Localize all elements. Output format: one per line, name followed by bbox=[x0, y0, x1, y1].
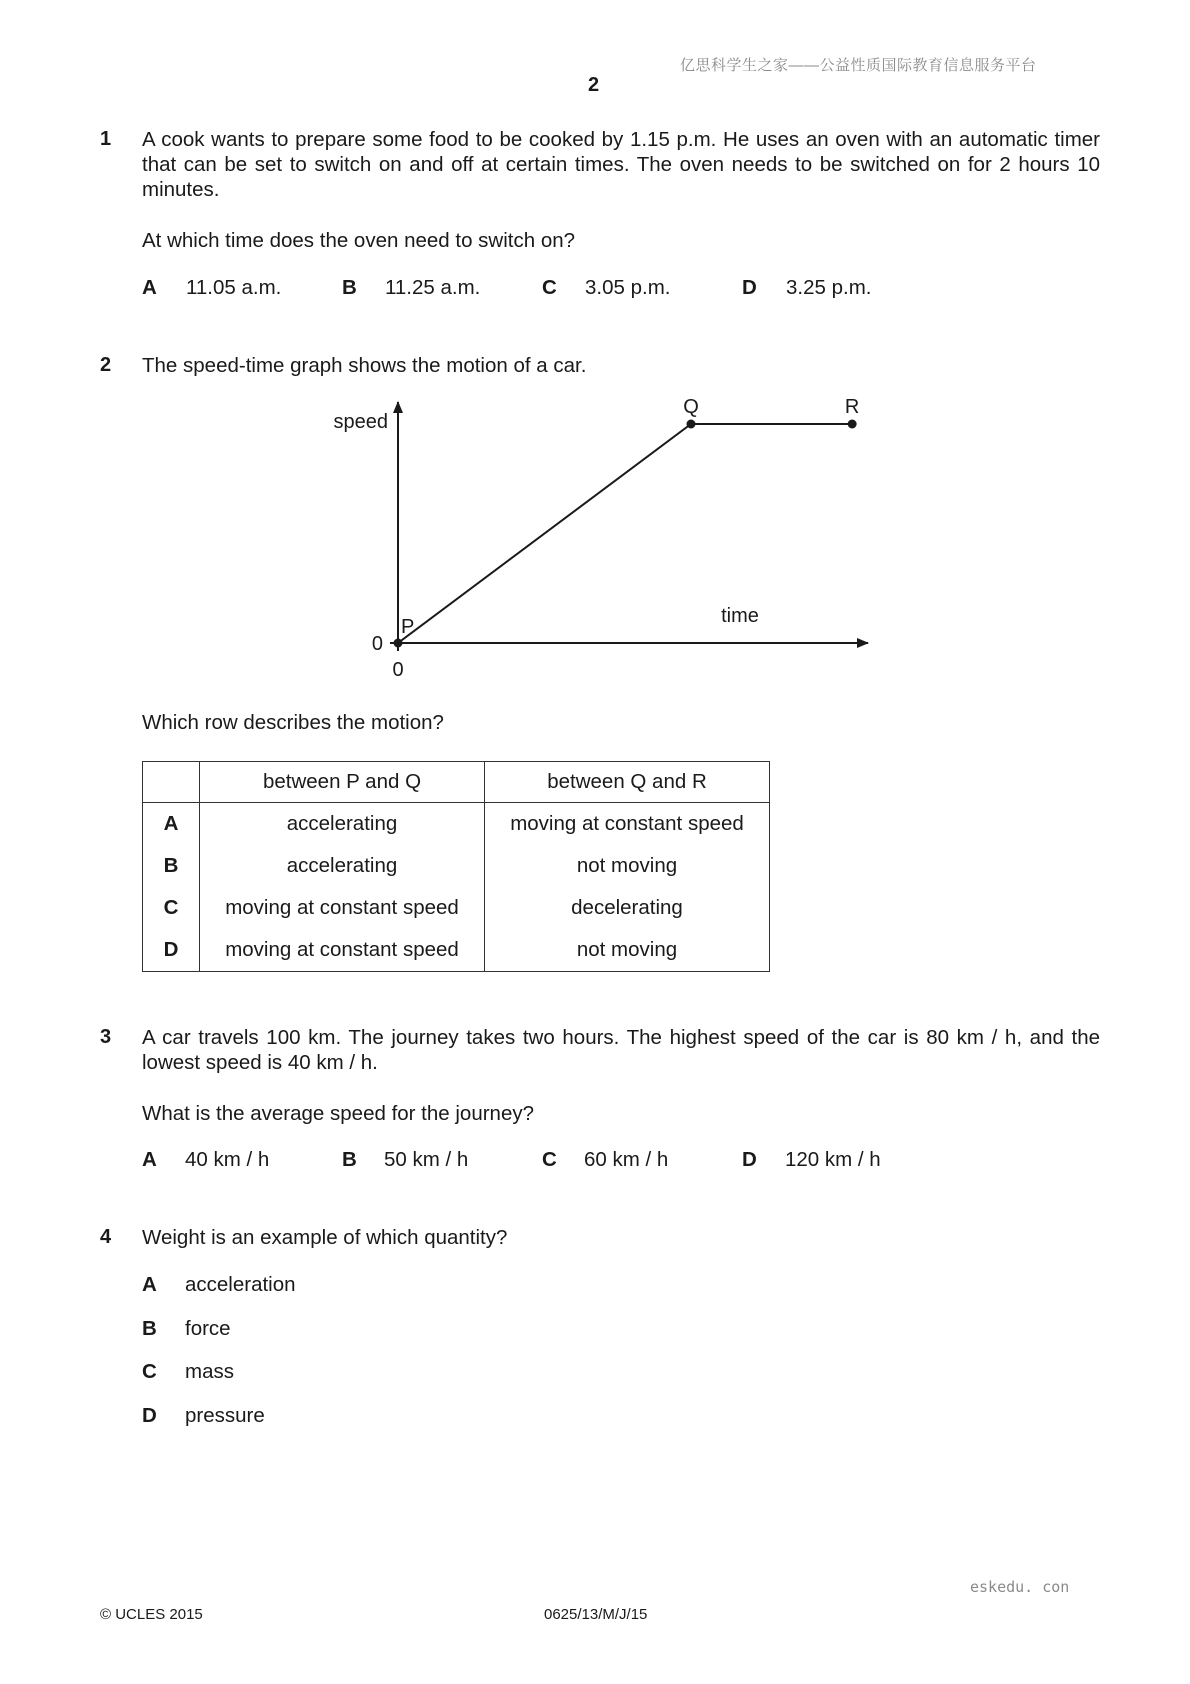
x-origin-label: 0 bbox=[392, 659, 404, 681]
option-letter: D bbox=[142, 1404, 157, 1427]
point-p bbox=[394, 639, 403, 648]
option-text: mass bbox=[185, 1360, 234, 1383]
option-c[interactable] bbox=[142, 1360, 234, 1384]
option-b[interactable] bbox=[342, 276, 481, 300]
answer-table bbox=[142, 761, 770, 972]
row-letter: A bbox=[143, 803, 200, 846]
question-4-text: Weight is an example of which quantity? bbox=[142, 1226, 508, 1249]
option-a[interactable] bbox=[142, 276, 282, 300]
option-letter: C bbox=[542, 1148, 557, 1171]
row-letter: D bbox=[143, 929, 200, 972]
option-letter: D bbox=[742, 276, 757, 299]
option-text: 11.05 a.m. bbox=[186, 276, 282, 299]
page-number: 2 bbox=[588, 74, 600, 96]
point-r bbox=[848, 420, 857, 429]
option-text: 50 km / h bbox=[384, 1148, 469, 1171]
option-letter: C bbox=[142, 1360, 157, 1383]
option-a[interactable] bbox=[142, 1273, 296, 1297]
option-letter: A bbox=[142, 276, 157, 299]
table-row-d[interactable] bbox=[143, 929, 770, 972]
option-text: force bbox=[185, 1317, 231, 1340]
table-header-cell: between P and Q bbox=[200, 762, 485, 803]
row-letter: B bbox=[143, 845, 200, 887]
question-3-prompt: What is the average speed for the journey? bbox=[142, 1102, 535, 1125]
answer-table-wrap bbox=[142, 761, 770, 972]
row-pq: moving at constant speed bbox=[200, 887, 485, 929]
x-axis-label: time bbox=[721, 605, 759, 627]
option-text: 60 km / h bbox=[584, 1148, 669, 1171]
row-qr: not moving bbox=[485, 845, 770, 887]
option-letter: C bbox=[542, 276, 557, 299]
option-d[interactable] bbox=[742, 276, 872, 300]
option-d[interactable] bbox=[142, 1404, 265, 1428]
footer-copyright: © UCLES 2015 bbox=[100, 1606, 203, 1623]
option-text: 120 km / h bbox=[785, 1148, 881, 1171]
option-text: pressure bbox=[185, 1404, 265, 1427]
option-text: acceleration bbox=[185, 1273, 296, 1296]
row-qr: decelerating bbox=[485, 887, 770, 929]
point-label-q: Q bbox=[683, 396, 699, 418]
option-letter: B bbox=[342, 1148, 357, 1171]
question-3-options bbox=[142, 1148, 1042, 1178]
table-row-c[interactable] bbox=[143, 887, 770, 929]
series-layer bbox=[394, 396, 860, 648]
option-b[interactable] bbox=[142, 1317, 231, 1341]
question-3-text: A car travels 100 km. The journey takes two hours. The highest speed of the car is 80 km / h, and the lowest speed is 40 km / h. bbox=[142, 1026, 1100, 1074]
question-2-text: The speed-time graph shows the motion of a car. bbox=[142, 354, 587, 377]
option-c[interactable] bbox=[542, 1148, 669, 1172]
question-1-options bbox=[142, 276, 1042, 306]
question-1-prompt: At which time does the oven need to switch on? bbox=[142, 229, 576, 252]
question-4-number: 4 bbox=[100, 1226, 112, 1248]
table-header-cell bbox=[143, 762, 200, 803]
row-qr: not moving bbox=[485, 929, 770, 972]
option-text: 11.25 a.m. bbox=[385, 276, 481, 299]
option-d[interactable] bbox=[742, 1148, 881, 1172]
speed-time-graph bbox=[300, 390, 900, 690]
table-header-row bbox=[143, 762, 770, 803]
row-letter: C bbox=[143, 887, 200, 929]
option-letter: A bbox=[142, 1273, 157, 1296]
option-letter: B bbox=[142, 1317, 157, 1340]
question-2-number: 2 bbox=[100, 354, 112, 376]
y-origin-label: 0 bbox=[371, 633, 383, 655]
table-header-cell: between Q and R bbox=[485, 762, 770, 803]
y-axis-label: speed bbox=[333, 411, 388, 433]
point-label-p: P bbox=[401, 616, 415, 638]
row-qr: moving at constant speed bbox=[485, 803, 770, 846]
row-pq: accelerating bbox=[200, 845, 485, 887]
option-a[interactable] bbox=[142, 1148, 270, 1172]
option-b[interactable] bbox=[342, 1148, 469, 1172]
option-c[interactable] bbox=[542, 276, 671, 300]
series-line-car bbox=[398, 424, 852, 643]
point-q bbox=[687, 420, 696, 429]
question-1-number: 1 bbox=[100, 128, 112, 150]
question-1-text: A cook wants to prepare some food to be cooked by 1.15 p.m. He uses an oven with an automatic timer that can be set to switch on and off at certain times. The oven needs to be switched on for 2 hours 10 minutes. bbox=[142, 128, 1100, 201]
option-letter: B bbox=[342, 276, 357, 299]
row-pq: moving at constant speed bbox=[200, 929, 485, 972]
option-text: 3.05 p.m. bbox=[585, 276, 671, 299]
option-text: 40 km / h bbox=[185, 1148, 270, 1171]
footer-code: 0625/13/M/J/15 bbox=[544, 1606, 648, 1623]
table-row-a[interactable] bbox=[143, 803, 770, 846]
point-label-r: R bbox=[844, 396, 860, 418]
option-text: 3.25 p.m. bbox=[786, 276, 872, 299]
option-letter: A bbox=[142, 1148, 157, 1171]
option-letter: D bbox=[742, 1148, 757, 1171]
question-2-prompt: Which row describes the motion? bbox=[142, 711, 444, 734]
question-3-number: 3 bbox=[100, 1026, 112, 1048]
footer-watermark: eskedu. con bbox=[970, 1578, 1070, 1596]
row-pq: accelerating bbox=[200, 803, 485, 846]
table-row-b[interactable] bbox=[143, 845, 770, 887]
header-watermark: 亿思科学生之家——公益性质国际教育信息服务平台 bbox=[680, 57, 1037, 74]
